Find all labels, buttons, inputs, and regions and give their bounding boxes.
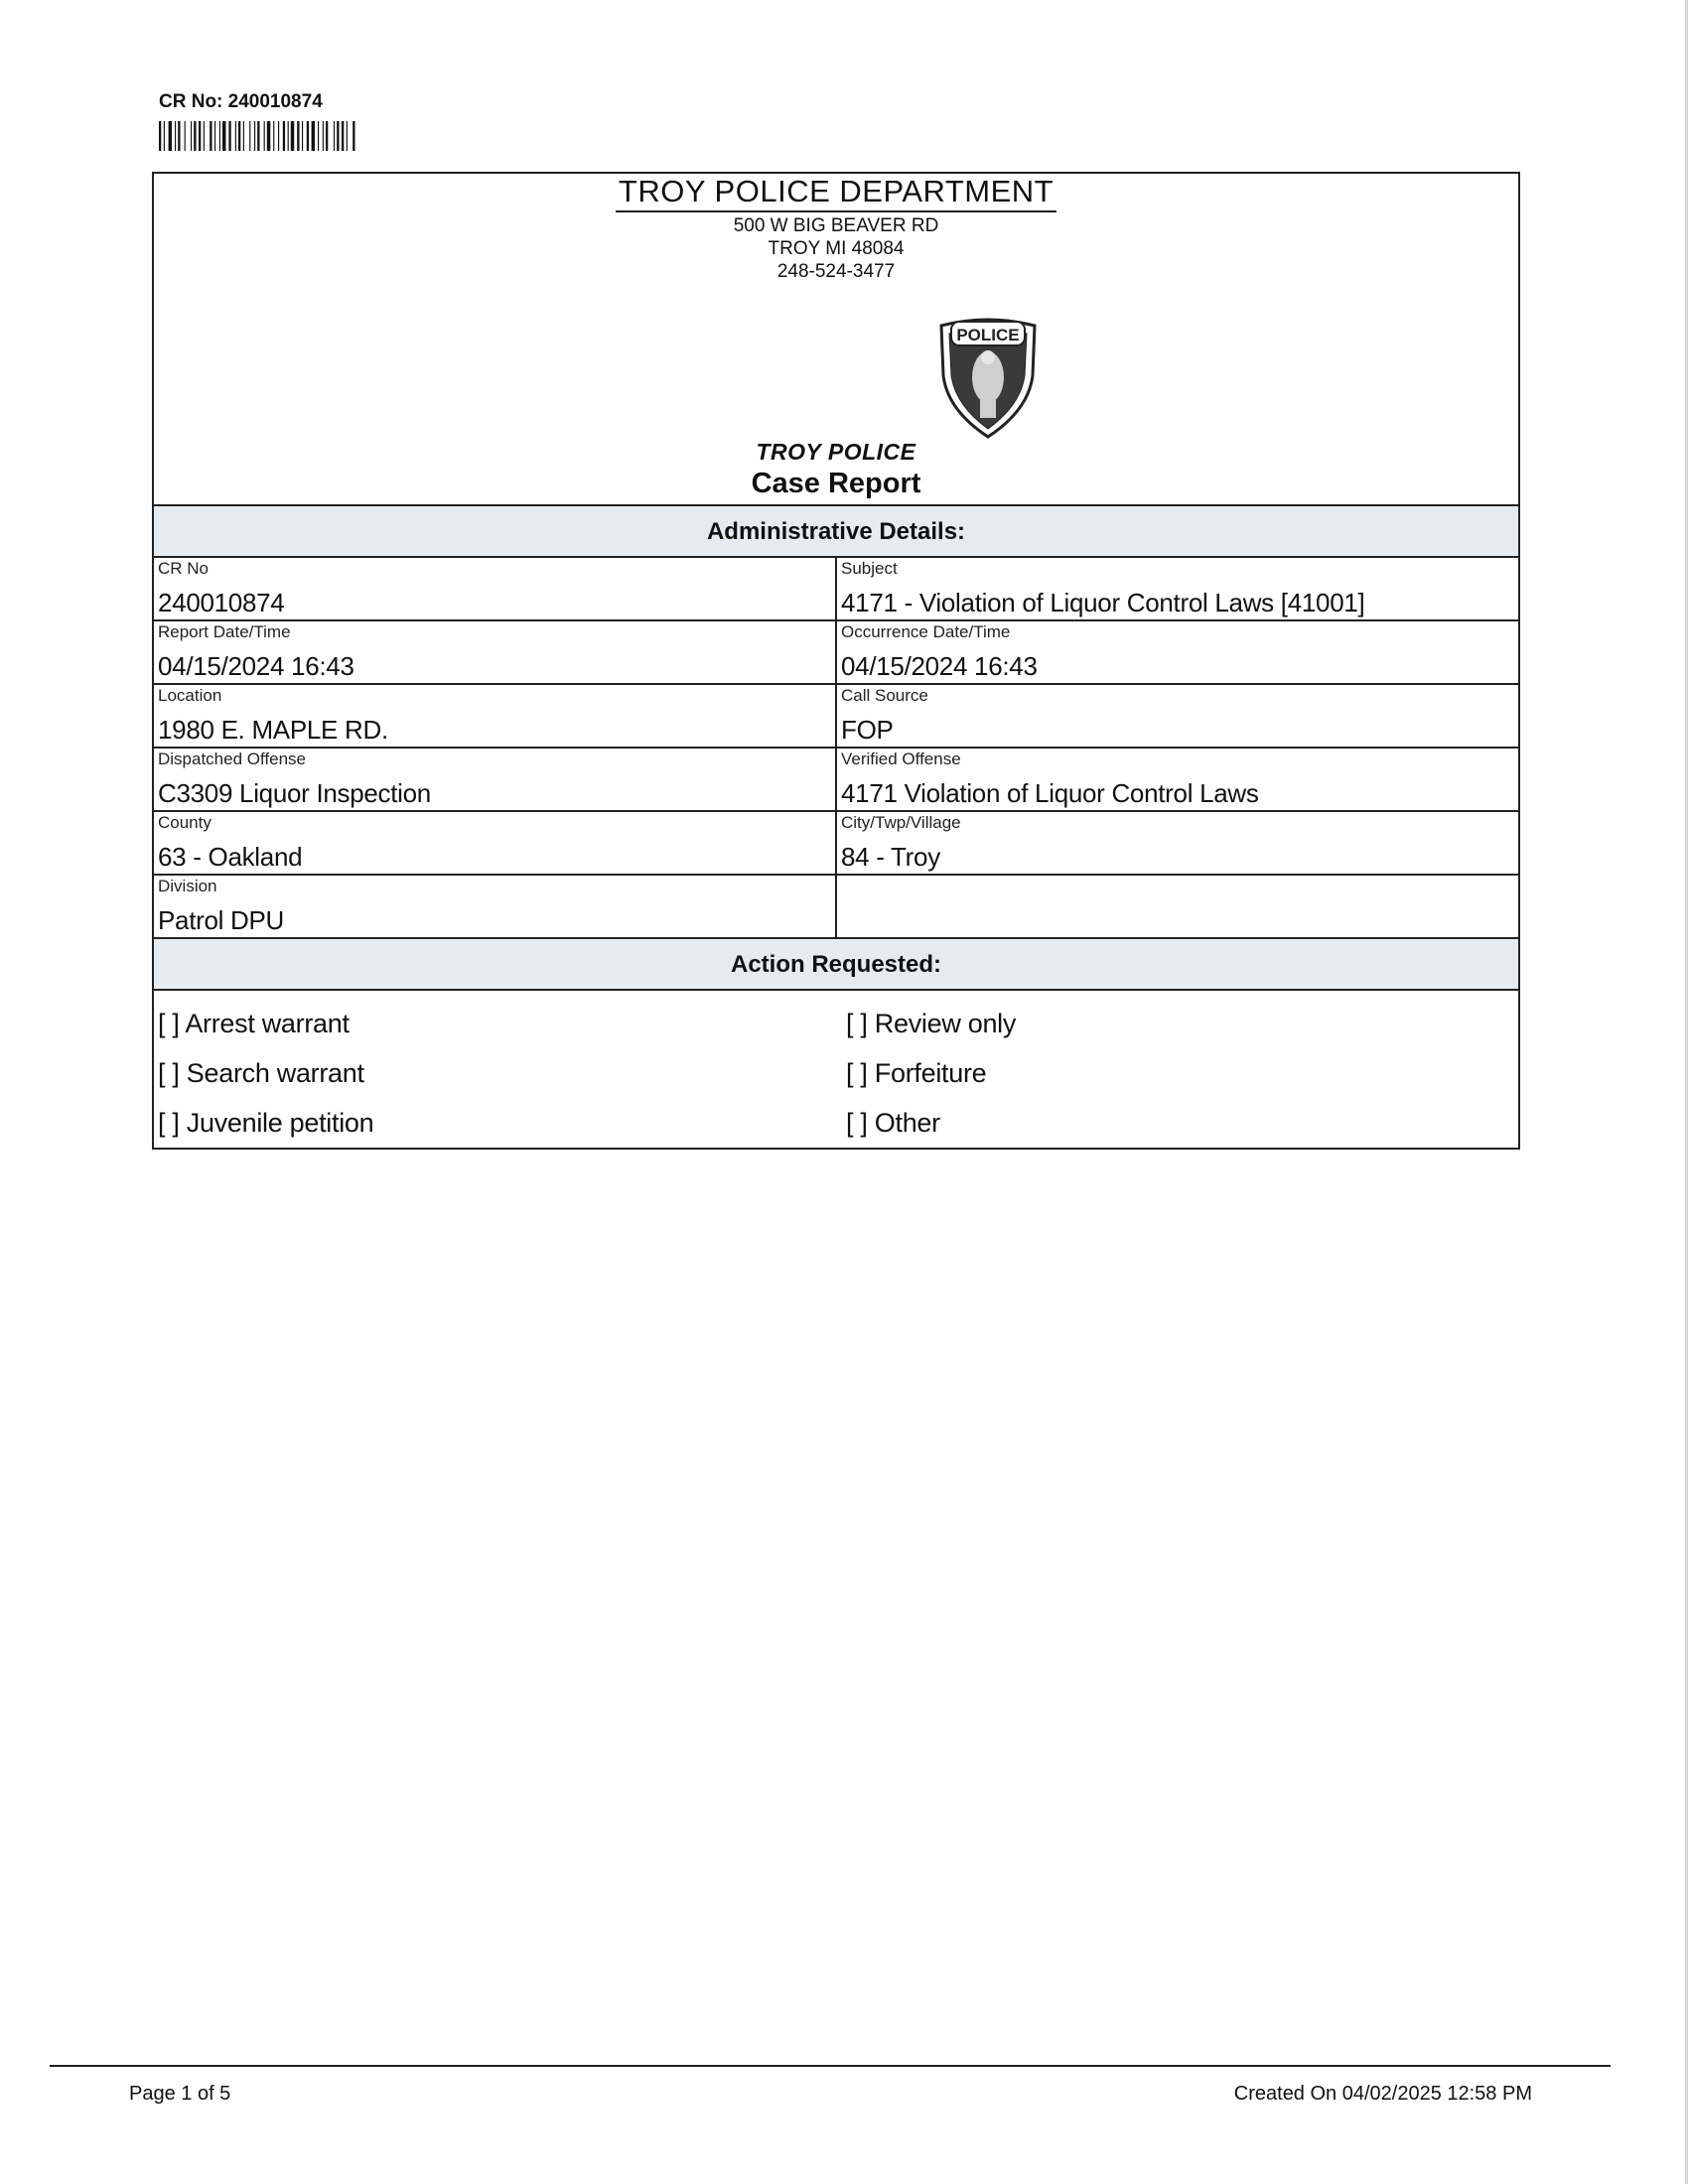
field-label: Dispatched Offense bbox=[158, 750, 306, 768]
field-label: Verified Offense bbox=[841, 750, 961, 768]
department-name: TROY POLICE DEPARTMENT bbox=[154, 174, 1518, 212]
department-address-line2: TROY MI 48084 bbox=[768, 238, 905, 259]
field-value: 63 - Oakland bbox=[158, 842, 303, 872]
field-value: 04/15/2024 16:43 bbox=[841, 651, 1038, 681]
field-label: City/Twp/Village bbox=[841, 813, 961, 832]
city-twp-village-cell bbox=[837, 812, 1518, 874]
footer-divider bbox=[50, 2065, 1611, 2067]
field-value: 04/15/2024 16:43 bbox=[158, 651, 354, 681]
admin-row bbox=[154, 812, 1518, 876]
field-value: 240010874 bbox=[158, 588, 285, 617]
administrative-details-header: Administrative Details: bbox=[154, 506, 1518, 558]
admin-row bbox=[154, 685, 1518, 749]
forfeiture-checkbox[interactable]: [ ] Forfeiture bbox=[846, 1058, 987, 1088]
admin-row bbox=[154, 558, 1518, 621]
field-value: FOP bbox=[841, 715, 894, 745]
juvenile-petition-checkbox[interactable]: [ ] Juvenile petition bbox=[158, 1108, 374, 1138]
department-address-line1: 500 W BIG BEAVER RD bbox=[733, 215, 939, 236]
field-value: 4171 - Violation of Liquor Control Laws [41001] bbox=[841, 588, 1365, 617]
department-phone: 248-524-3477 bbox=[776, 261, 896, 282]
field-label: Occurrence Date/Time bbox=[841, 622, 1011, 641]
arrest-warrant-checkbox[interactable]: [ ] Arrest warrant bbox=[158, 1009, 350, 1038]
field-value: C3309 Liquor Inspection bbox=[158, 778, 431, 808]
field-value: 1980 E. MAPLE RD. bbox=[158, 715, 388, 745]
field-value: 4171 Violation of Liquor Control Laws bbox=[841, 778, 1259, 808]
call-source-cell bbox=[837, 685, 1518, 747]
cr-number-header: CR No: 240010874 bbox=[159, 91, 323, 112]
field-label: Division bbox=[158, 877, 217, 895]
field-label: CR No bbox=[158, 559, 210, 578]
police-badge-icon bbox=[933, 316, 1043, 440]
badge-text: POLICE bbox=[956, 326, 1020, 344]
field-value: Patrol DPU bbox=[158, 905, 285, 935]
division-cell bbox=[154, 876, 837, 937]
report-header bbox=[154, 174, 1518, 506]
subject-cell bbox=[837, 558, 1518, 619]
review-only-checkbox[interactable]: [ ] Review only bbox=[846, 1009, 1017, 1038]
location-cell bbox=[154, 685, 837, 747]
page-number: Page 1 of 5 bbox=[129, 2083, 231, 2105]
dispatched-offense-cell bbox=[154, 749, 837, 810]
report-title: Case Report bbox=[751, 468, 921, 499]
troy-police-logo-text: TROY POLICE bbox=[756, 439, 916, 465]
action-requested-header: Action Requested: bbox=[154, 939, 1518, 991]
barcode bbox=[159, 121, 425, 151]
action-requested-options bbox=[154, 991, 1518, 1150]
field-value: 84 - Troy bbox=[841, 842, 940, 872]
cr-no-cell bbox=[154, 558, 837, 619]
field-label: County bbox=[158, 813, 211, 832]
report-datetime-cell bbox=[154, 621, 837, 683]
admin-row bbox=[154, 621, 1518, 685]
admin-row bbox=[154, 876, 1518, 939]
other-checkbox[interactable]: [ ] Other bbox=[846, 1108, 940, 1138]
field-label: Call Source bbox=[841, 686, 928, 705]
empty-cell bbox=[837, 876, 1518, 937]
occurrence-datetime-cell bbox=[837, 621, 1518, 683]
case-report-form bbox=[152, 172, 1520, 1150]
county-cell bbox=[154, 812, 837, 874]
field-label: Subject bbox=[841, 559, 898, 578]
created-timestamp: Created On 04/02/2025 12:58 PM bbox=[1233, 2083, 1532, 2105]
field-label: Report Date/Time bbox=[158, 622, 291, 641]
search-warrant-checkbox[interactable]: [ ] Search warrant bbox=[158, 1058, 364, 1088]
field-label: Location bbox=[158, 686, 222, 705]
admin-row bbox=[154, 749, 1518, 812]
verified-offense-cell bbox=[837, 749, 1518, 810]
